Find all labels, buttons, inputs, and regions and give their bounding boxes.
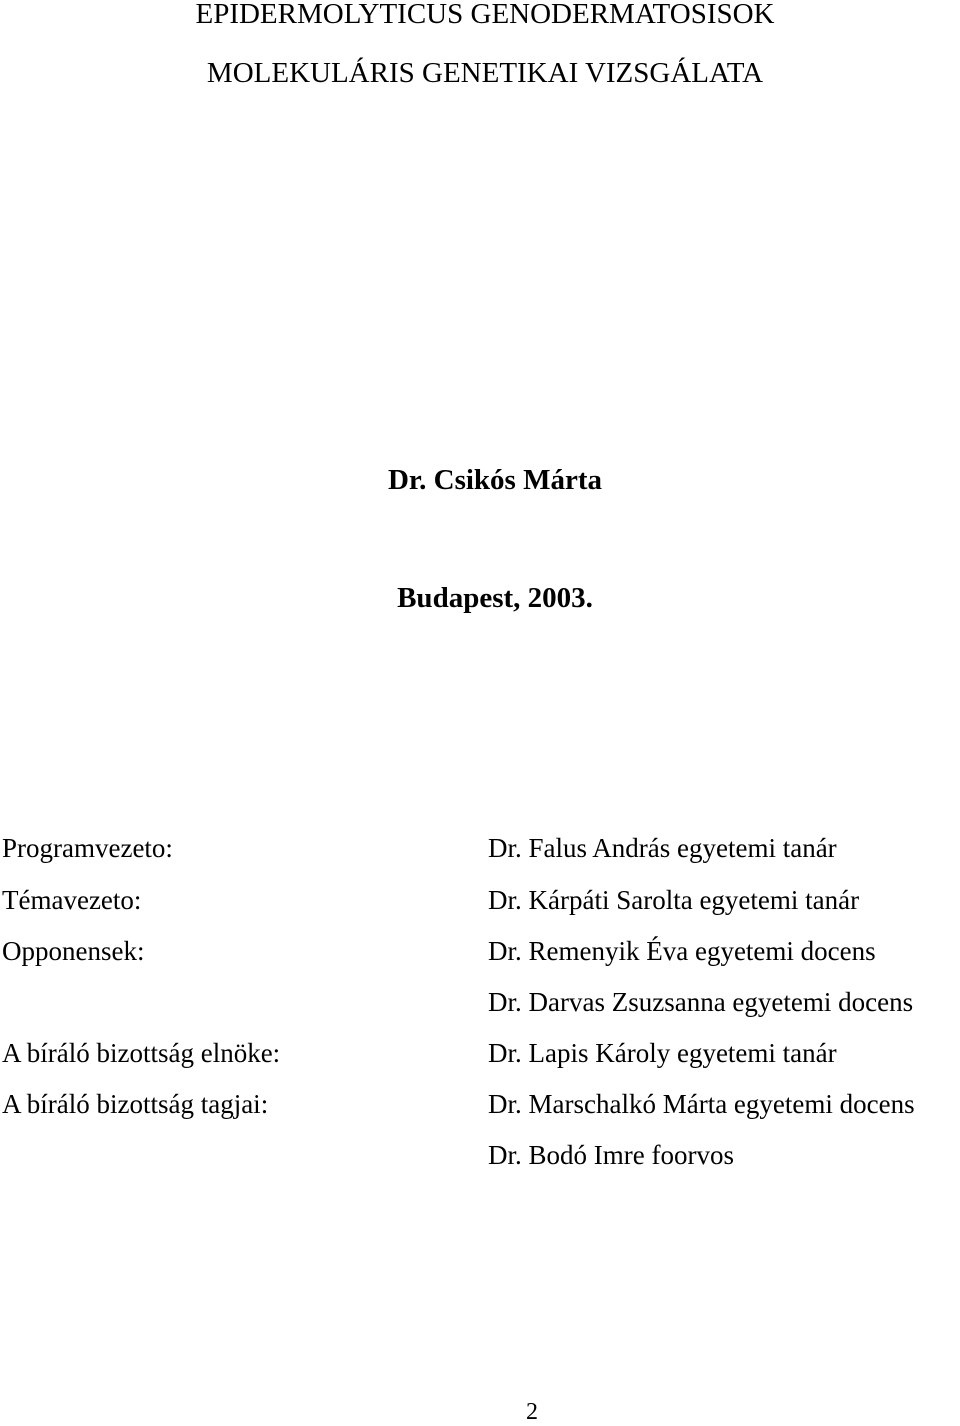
supervisor-label: Témavezeto: bbox=[2, 885, 142, 915]
thesis-title-line-1: EPIDERMOLYTICUS GENODERMATOSISOK bbox=[195, 0, 775, 30]
committee-chair-name: Dr. Lapis Károly egyetemi tanár bbox=[488, 1038, 837, 1068]
supervisor-name: Dr. Kárpáti Sarolta egyetemi tanár bbox=[488, 885, 860, 915]
committee-member-name: Dr. Bodó Imre foorvos bbox=[488, 1140, 734, 1170]
committee-chair-label: A bíráló bizottság elnöke: bbox=[2, 1038, 281, 1068]
opponent-name: Dr. Darvas Zsuzsanna egyetemi docens bbox=[488, 987, 914, 1017]
author-name: Dr. Csikós Márta bbox=[387, 464, 602, 496]
program-leader-label: Programvezeto: bbox=[2, 833, 173, 863]
place-and-date: Budapest, 2003. bbox=[397, 582, 593, 614]
committee-member-name: Dr. Marschalkó Márta egyetemi docens bbox=[488, 1089, 915, 1119]
program-leader-name: Dr. Falus András egyetemi tanár bbox=[488, 833, 837, 863]
committee-members-label: A bíráló bizottság tagjai: bbox=[2, 1089, 269, 1119]
opponents-label: Opponensek: bbox=[2, 936, 145, 966]
page-number: 2 bbox=[526, 1399, 538, 1425]
opponent-name: Dr. Remenyik Éva egyetemi docens bbox=[488, 936, 876, 966]
thesis-title-line-2: MOLEKULÁRIS GENETIKAI VIZSGÁLATA bbox=[206, 57, 764, 89]
